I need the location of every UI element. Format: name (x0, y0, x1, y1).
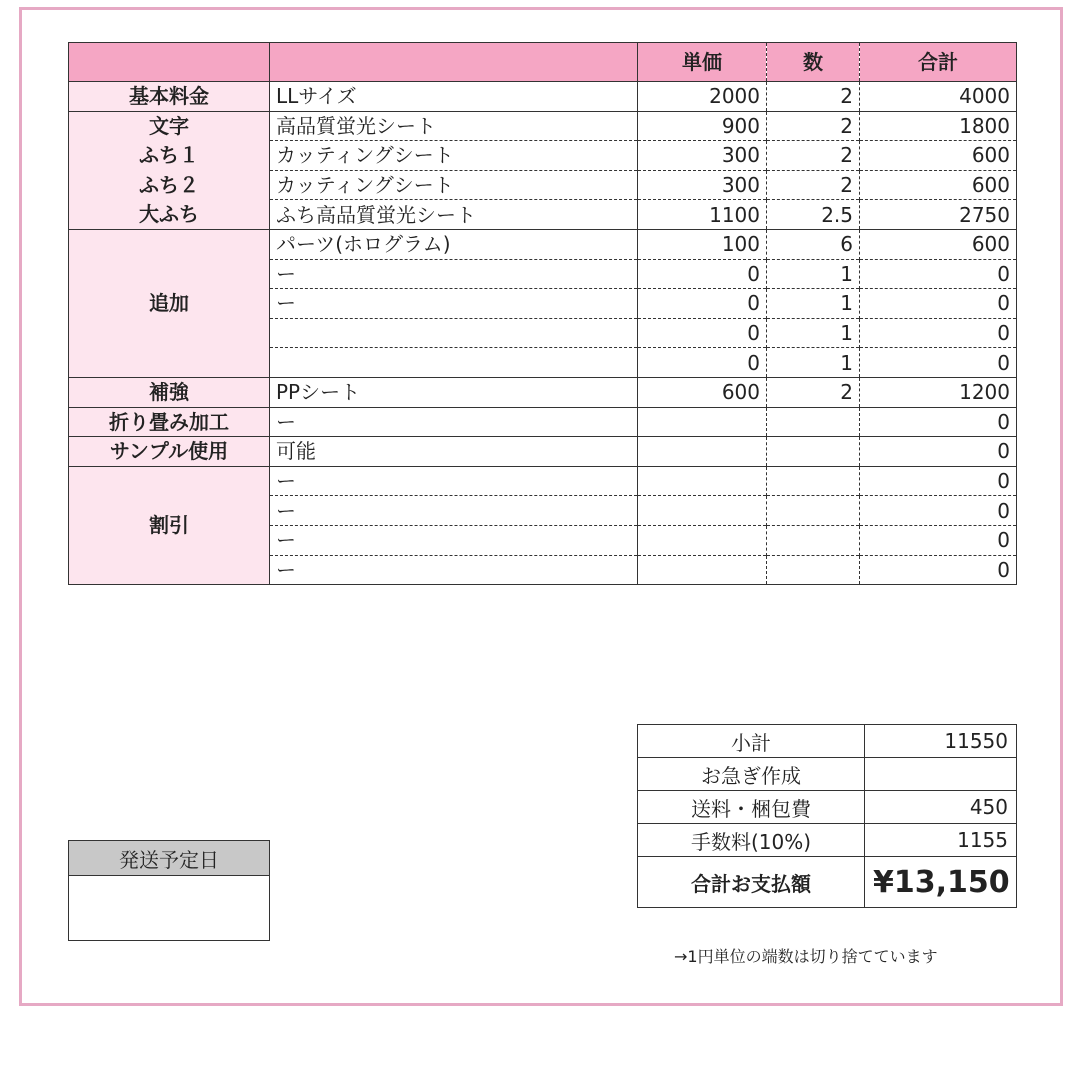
shipping-label: 送料・梱包費 (638, 791, 865, 824)
table-row (69, 377, 1017, 407)
table-row (69, 437, 1017, 467)
line-total: 0 (860, 318, 1017, 348)
quantity: 2 (767, 82, 860, 112)
category-label: 基本料金 (69, 82, 270, 112)
quantity (767, 555, 860, 585)
line-total: 0 (860, 289, 1017, 319)
line-total: 0 (860, 437, 1017, 467)
item-label: パーツ(ホログラム) (270, 229, 638, 259)
item-label: カッティングシート (270, 141, 638, 171)
table-row (69, 170, 1017, 200)
item-label: ー (270, 407, 638, 437)
line-total: 0 (860, 525, 1017, 555)
fee-value: 1155 (865, 824, 1017, 857)
quantity (767, 525, 860, 555)
grand-total-value: ¥13,150 (865, 857, 1017, 908)
quantity (767, 407, 860, 437)
summary-row-rush (638, 758, 1017, 791)
table-header-row (69, 43, 1017, 82)
quantity: 2 (767, 141, 860, 171)
header-item-cell (270, 43, 638, 82)
line-total: 0 (860, 407, 1017, 437)
summary-table (637, 724, 1017, 908)
quantity: 2.5 (767, 200, 860, 230)
unit-price: 2000 (638, 82, 767, 112)
quantity: 1 (767, 259, 860, 289)
table-row (69, 141, 1017, 171)
unit-price (638, 525, 767, 555)
unit-price (638, 496, 767, 526)
grand-total-label: 合計お支払額 (638, 857, 865, 908)
quantity: 2 (767, 170, 860, 200)
item-label: LLサイズ (270, 82, 638, 112)
category-label: 追加 (69, 229, 270, 377)
quantity: 6 (767, 229, 860, 259)
item-label: 可能 (270, 437, 638, 467)
unit-price: 1100 (638, 200, 767, 230)
table-row (69, 466, 1017, 496)
estimate-table (68, 42, 1017, 585)
line-total: 2750 (860, 200, 1017, 230)
category-label: ふち１ (69, 141, 270, 171)
unit-price (638, 466, 767, 496)
subtotal-label: 小計 (638, 725, 865, 758)
item-label (270, 348, 638, 378)
rush-value (865, 758, 1017, 791)
item-label: PPシート (270, 377, 638, 407)
quantity: 1 (767, 348, 860, 378)
unit-price: 600 (638, 377, 767, 407)
rush-label: お急ぎ作成 (638, 758, 865, 791)
category-label: 割引 (69, 466, 270, 584)
line-total: 0 (860, 496, 1017, 526)
table-row (69, 407, 1017, 437)
unit-price (638, 555, 767, 585)
rounding-note: →1円単位の端数は切り捨てています (674, 947, 938, 966)
unit-price (638, 437, 767, 467)
category-label: 文字 (69, 111, 270, 141)
subtotal-value: 11550 (865, 725, 1017, 758)
line-total: 0 (860, 348, 1017, 378)
item-label: 高品質蛍光シート (270, 111, 638, 141)
unit-price: 300 (638, 170, 767, 200)
item-label: ー (270, 466, 638, 496)
summary-row-fee (638, 824, 1017, 857)
category-label: 補強 (69, 377, 270, 407)
line-total: 0 (860, 259, 1017, 289)
header-total: 合計 (860, 43, 1017, 82)
category-label: 折り畳み加工 (69, 407, 270, 437)
unit-price: 300 (638, 141, 767, 171)
item-label (270, 318, 638, 348)
unit-price: 0 (638, 318, 767, 348)
line-total: 600 (860, 229, 1017, 259)
table-row (69, 200, 1017, 230)
line-total: 1200 (860, 377, 1017, 407)
quantity: 1 (767, 289, 860, 319)
table-row (69, 111, 1017, 141)
ship-date-box (68, 840, 270, 941)
quantity (767, 496, 860, 526)
line-total: 600 (860, 170, 1017, 200)
line-total: 4000 (860, 82, 1017, 112)
quantity: 2 (767, 111, 860, 141)
fee-label: 手数料(10%) (638, 824, 865, 857)
header-category-cell (69, 43, 270, 82)
summary-row-shipping (638, 791, 1017, 824)
header-price: 単価 (638, 43, 767, 82)
ship-date-value (69, 876, 270, 941)
summary-row-grand-total (638, 857, 1017, 908)
unit-price: 0 (638, 259, 767, 289)
ship-date-label: 発送予定日 (69, 841, 270, 876)
item-label: ー (270, 555, 638, 585)
line-total: 0 (860, 555, 1017, 585)
line-total: 1800 (860, 111, 1017, 141)
category-label: ふち２ (69, 170, 270, 200)
table-row (69, 229, 1017, 259)
unit-price: 0 (638, 348, 767, 378)
table-row (69, 82, 1017, 112)
unit-price: 0 (638, 289, 767, 319)
item-label: ー (270, 259, 638, 289)
item-label: ふち高品質蛍光シート (270, 200, 638, 230)
unit-price (638, 407, 767, 437)
quantity (767, 466, 860, 496)
category-label: 大ふち (69, 200, 270, 230)
item-label: ー (270, 525, 638, 555)
item-label: ー (270, 289, 638, 319)
quantity: 1 (767, 318, 860, 348)
unit-price: 100 (638, 229, 767, 259)
shipping-value: 450 (865, 791, 1017, 824)
quantity: 2 (767, 377, 860, 407)
line-total: 0 (860, 466, 1017, 496)
line-total: 600 (860, 141, 1017, 171)
category-label: サンプル使用 (69, 437, 270, 467)
item-label: カッティングシート (270, 170, 638, 200)
item-label: ー (270, 496, 638, 526)
unit-price: 900 (638, 111, 767, 141)
quantity (767, 437, 860, 467)
summary-row-subtotal (638, 725, 1017, 758)
header-qty: 数 (767, 43, 860, 82)
